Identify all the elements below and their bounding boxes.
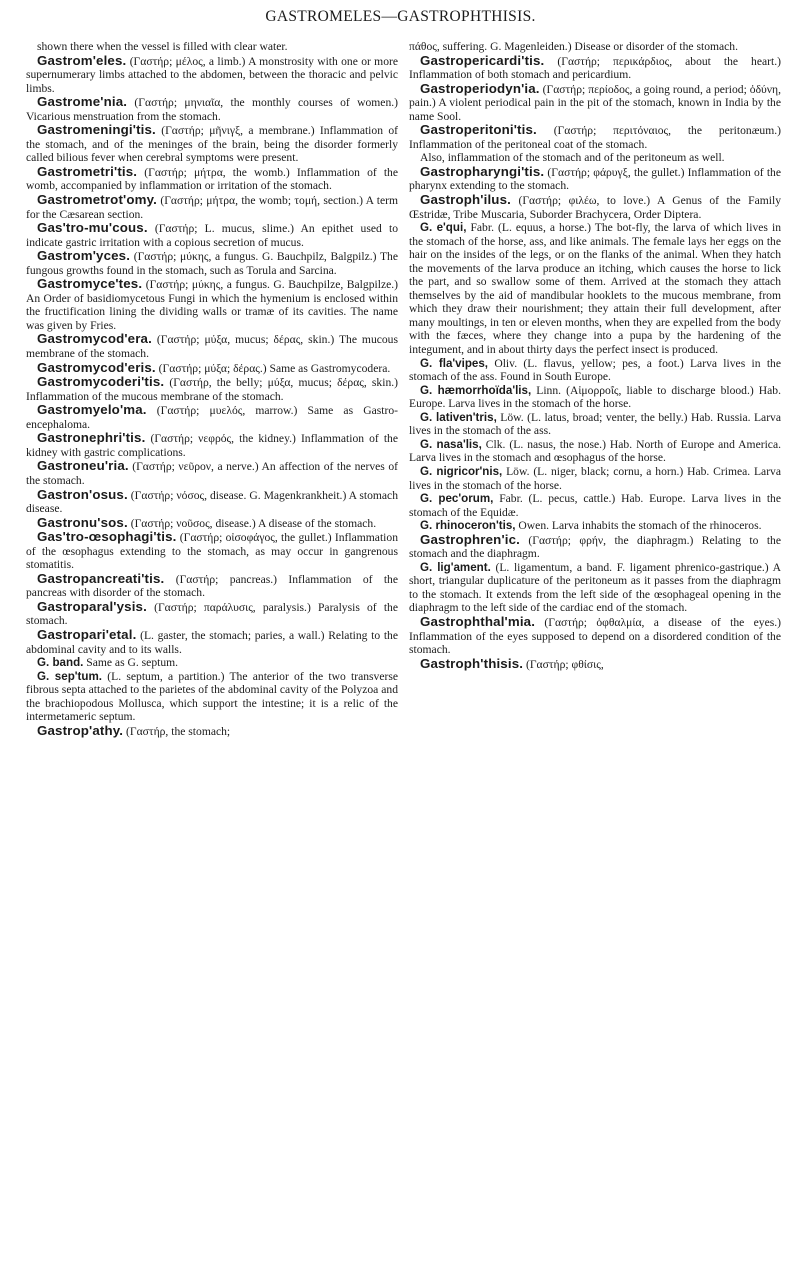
dictionary-entry: [409, 165, 781, 193]
dictionary-entry: [409, 657, 781, 672]
entry-definition: (Γαστήρ; μέλος, a limb.) A monstrosity with one or more supernumerary limbs attached to the abdomen, between the thoracic and pelvic limbs.: [26, 54, 398, 95]
entry-definition: (Γαστήρ; μύξα; δέρας.) Same as Gastromycodera.: [155, 361, 391, 375]
subentry-headword: G. nasa'lis,: [420, 437, 482, 451]
entry-definition: (Γαστήρ; μύξα, mucus; δέρας, skin.) The mucous membrane of the stomach.: [26, 333, 398, 361]
subentry-headword: G. e'qui,: [420, 221, 467, 235]
dictionary-entry: [409, 561, 781, 615]
subentry-headword: G. sep'tum.: [37, 669, 103, 683]
right-column: [409, 40, 781, 671]
entry-definition: Fabr. (L. equus, a horse.) The bot-fly, the larva of which lives in the stomach of the horse, ass, and like animals. The female lays her eggs on the hair on the insides of the legs, or on the flanks of the animal. When they hatch the movements of the larva produce an itching, which causes the horse to lick the part, and so swallow some of them. Arrived at the stomach they attach themselves by the aid of mandibular hooklets to the mucous membrane, from which they draw their nourishment; they attain their full development, after many moultings, in ten or eleven months, when they are expelled from the body with the fæces, where they change into a pupa by the hardening of the integument, and in about thirty days the perfect insect is produced.: [409, 221, 781, 357]
entry-headword: Gastropari'etal.: [37, 626, 137, 642]
dictionary-entry: [409, 492, 781, 519]
entry-definition: (Γαστήρ; μύκης, a fungus. G. Bauchpilz, Balgpilz.) The fungous growths found in the stomach, such as Torula and Sarcina.: [26, 250, 398, 277]
entry-definition: (Γαστήρ; νεῦρον, a nerve.) An affection of the nerves of the stomach.: [26, 460, 398, 487]
entry-headword: Gastroparal'ysis.: [37, 598, 147, 614]
entry-definition: Linn. (Αἱμορροΐς, liable to discharge blood.) Hab. Europe. Larva lives in the stomach of the horse.: [409, 383, 781, 411]
entry-definition: (Γαστήρ; pancreas.) Inflammation of the pancreas with disorder of the stomach.: [26, 572, 398, 600]
dictionary-entry: [26, 54, 398, 96]
entry-headword: Gastrome'nia.: [37, 94, 128, 110]
entry-definition: (Γαστήρ; φιλέω, to love.) A Genus of the Family Œstridæ, Tribe Muscaria, Suborder Brachycera, Order Diptera.: [409, 194, 781, 221]
dictionary-entry: [26, 403, 398, 431]
entry-headword: Gastromycod'era.: [37, 331, 152, 347]
subentry-headword: G. pec'orum,: [420, 492, 494, 506]
entry-definition: (Γαστήρ; μῆνιγξ, a membrane.) Inflammation of the stomach, and of the meninges of the brain, being the disorder formerly called bilious fever when cerebral symptoms were present.: [26, 124, 398, 165]
dictionary-entry: [409, 465, 781, 492]
entry-headword: Gastron'osus.: [37, 486, 128, 502]
entry-definition: (Γαστήρ; νεφρός, the kidney.) Inflammation of the kidney with gastric complications.: [26, 432, 398, 459]
entry-headword: Gastroneu'ria.: [37, 458, 129, 474]
dictionary-entry: [26, 600, 398, 628]
subentry-headword: G. nigricor'nis,: [420, 464, 503, 478]
entry-headword: Gastromyelo'ma.: [37, 402, 147, 418]
entry-definition: Clk. (L. nasus, the nose.) Hab. North of Europe and America. Larva lives in the stomach and œsophagus of the horse.: [409, 437, 781, 465]
dictionary-entry: [409, 151, 781, 165]
dictionary-entry: [26, 277, 398, 332]
entry-definition: shown there when the vessel is filled with clear water.: [37, 40, 288, 53]
entry-definition: Löw. (L. niger, black; cornu, a horn.) Hab. Crimea. Larva lives in the stomach of the horse.: [409, 464, 781, 492]
page-header: GASTROMELES—GASTROPHTHISIS.: [265, 8, 536, 25]
entry-headword: Gastropericardi'tis.: [420, 52, 545, 68]
entry-definition: (Γαστήρ; ὀφθαλμία, a disease of the eyes.) Inflammation of the eyes supposed to depend on a disordered condition of the stomach.: [409, 615, 781, 657]
dictionary-entry: [409, 615, 781, 657]
entry-definition: (Γαστήρ; φθίσις,: [523, 657, 604, 671]
dictionary-entry: [409, 384, 781, 411]
entry-definition: (Γαστήρ; μυελός, marrow.) Same as Gastro-encephaloma.: [26, 404, 398, 431]
entry-headword: Gastromeningi'tis.: [37, 122, 156, 138]
entry-headword: Gastromycod'eris.: [37, 359, 156, 375]
dictionary-entry: [26, 332, 398, 360]
dictionary-entry: [26, 249, 398, 277]
entry-headword: Gastromycoderi'tis.: [37, 374, 165, 390]
subentry-headword: G. fla'vipes,: [420, 356, 489, 370]
entry-headword: Gas'tro-mu'cous.: [37, 220, 148, 236]
dictionary-entry: [409, 221, 781, 356]
entry-definition: Also, inflammation of the stomach and of the peritoneum as well.: [420, 151, 725, 165]
entry-definition: (Γαστήρ; L. mucus, slime.) An epithet used to indicate gastric irritation with a copious secretion of mucus.: [26, 222, 398, 249]
dictionary-entry: [409, 123, 781, 151]
dictionary-entry: [26, 459, 398, 487]
dictionary-entry: [26, 123, 398, 165]
dictionary-entry: [26, 628, 398, 656]
entry-definition: (Γαστήρ, the belly; μύξα, mucus; δέρας, skin.) Inflammation of the mucous membrane of the stomach.: [26, 376, 398, 403]
dictionary-entry: [409, 54, 781, 82]
entry-definition: (Γαστήρ; περίοδος, a going round, a period; ὀδύνη, pain.) A violent periodical pain in the pit of the stomach, known in India by the name Sool.: [409, 82, 781, 123]
entry-headword: Gastrom'eles.: [37, 52, 127, 68]
subentry-headword: G. hæmorrhoïda'lis,: [420, 383, 532, 397]
entry-definition: πάθος, suffering. G. Magenleiden.) Disease or disorder of the stomach.: [409, 40, 739, 53]
dictionary-entry: [26, 193, 398, 221]
entry-headword: Gastroph'thisis.: [420, 655, 524, 671]
dictionary-entry: [409, 533, 781, 561]
entry-headword: Gastrop'athy.: [37, 722, 124, 738]
subentry-headword: G. lativen'tris,: [420, 410, 497, 424]
entry-definition: (Γαστήρ; νόσος, disease. G. Magenkrankheit.) A stomach disease.: [26, 488, 398, 516]
entry-headword: Gastropharyngi'tis.: [420, 163, 545, 179]
dictionary-entry: [409, 193, 781, 221]
dictionary-entry: [26, 165, 398, 193]
dictionary-entry: [409, 438, 781, 465]
entry-headword: Gastrom'yces.: [37, 248, 131, 264]
entry-definition: (Γαστήρ; μύκης, a fungus. G. Bauchpilze, Balgpilze.) An Order of basidiomycetous Fungi in which the hymenium is enclosed within the fructification lining the dividing walls or tramæ of its cavities. The name was given by Fries.: [26, 278, 398, 332]
entry-headword: Gastromyce'tes.: [37, 276, 143, 292]
entry-headword: Gastrophren'ic.: [420, 531, 520, 547]
subentry-headword: G. rhinoceron'tis,: [420, 519, 516, 533]
entry-headword: Gastropancreati'tis.: [37, 570, 165, 586]
entry-definition: (Γαστήρ; μηνιαῖα, the monthly courses of women.) Vicarious menstruation from the stomach.: [26, 96, 398, 123]
entry-definition: Same as G. septum.: [83, 656, 179, 670]
entry-headword: Gastrophthal'mia.: [420, 613, 536, 629]
entry-headword: Gas'tro-œsophagi'tis.: [37, 529, 177, 545]
entry-headword: Gastrometri'tis.: [37, 163, 138, 179]
dictionary-entry: [26, 530, 398, 572]
entry-definition: Löw. (L. latus, broad; venter, the belly.) Hab. Russia. Larva lives in the stomach of the ass.: [409, 410, 782, 438]
dictionary-entry: [26, 375, 398, 403]
dictionary-entry: [26, 724, 398, 739]
entry-definition: (L. ligamentum, a band. F. ligament phrenico-gastrique.) A short, triangular duplicature of the peritoneum as it passes from the diaphragm to the stomach. It extends from the left side of the œsophageal opening in the diaphragm to the left side of the cardiac end of the stomach.: [409, 560, 781, 615]
entry-headword: Gastroph'ilus.: [420, 192, 511, 208]
dictionary-entry: [26, 221, 398, 249]
dictionary-entry: [409, 519, 781, 533]
entry-headword: Gastroperitoni'tis.: [420, 122, 537, 138]
entry-definition: (L. septum, a partition.) The anterior of the two transverse fibrous septa attached to the parietes of the abdominal cavity of the Polyzoa and the brachiopodous Mollusca, which support the intestine; it is a relic of the intermetameric septum.: [26, 669, 399, 724]
entry-headword: Gastrometrot'omy.: [37, 192, 157, 208]
entry-definition: (Γαστήρ; μήτρα, the womb; τομή, section.) A term for the Cæsarean section.: [26, 194, 398, 221]
entry-definition: (Γαστήρ; περιτόναιος, the peritonæum.) Inflammation of the peritoneal coat of the stomach.: [409, 124, 781, 151]
dictionary-entry: [26, 95, 398, 123]
dictionary-entry: [26, 488, 398, 516]
dictionary-entry: [409, 82, 781, 124]
dictionary-entry: [26, 40, 398, 54]
entry-definition: (Γαστήρ; παράλυσις, paralysis.) Paralysis of the stomach.: [26, 600, 398, 628]
entry-definition: (Γαστήρ; περικάρδιος, about the heart.) Inflammation of both stomach and pericardium.: [409, 54, 781, 82]
entry-headword: Gastronu'sos.: [37, 514, 128, 530]
subentry-headword: G. band.: [37, 656, 84, 670]
dictionary-entry: [26, 516, 398, 531]
dictionary-entry: [26, 431, 398, 459]
entry-definition: (Γαστήρ; οἰσοφάγος, the gullet.) Inflammation of the œsophagus extending to the stomach, as may occur in gangrenous stomatitis.: [26, 531, 398, 572]
entry-definition: (Γαστήρ; μήτρα, the womb.) Inflammation of the womb, accompanied by inflammation or irritation of the stomach.: [26, 165, 398, 193]
entry-definition: (Γαστήρ; φρήν, the diaphragm.) Relating to the stomach and the diaphragm.: [409, 533, 781, 561]
entry-definition: Fabr. (L. pecus, cattle.) Hab. Europe. Larva lives in the stomach of the Equidæ.: [409, 492, 781, 519]
entry-definition: (L. gaster, the stomach; paries, a wall.) Relating to the abdominal cavity and to its walls.: [26, 628, 398, 656]
entry-definition: Oliv. (L. flavus, yellow; pes, a foot.) Larva lives in the stomach of the ass. Found in South Europe.: [409, 356, 781, 384]
entry-definition: (Γαστήρ; νοῦσος, disease.) A disease of the stomach.: [127, 516, 377, 530]
entry-definition: (Γαστήρ, the stomach;: [123, 724, 231, 738]
dictionary-entry: [409, 40, 781, 54]
left-column: [26, 40, 398, 738]
dictionary-entry: [26, 656, 398, 670]
dictionary-entry: [409, 411, 781, 438]
entry-definition: (Γαστήρ; φάρυγξ, the gullet.) Inflammation of the pharynx extending to the stomach.: [409, 165, 781, 193]
entry-headword: Gastronephri'tis.: [37, 430, 146, 446]
dictionary-entry: [26, 572, 398, 600]
dictionary-entry: [409, 357, 781, 384]
entry-headword: Gastroperiodyn'ia.: [420, 80, 540, 96]
subentry-headword: G. lig'ament.: [420, 560, 491, 574]
dictionary-entry: [26, 361, 398, 376]
entry-definition: Owen. Larva inhabits the stomach of the rhinoceros.: [515, 519, 762, 533]
dictionary-entry: [26, 670, 398, 724]
